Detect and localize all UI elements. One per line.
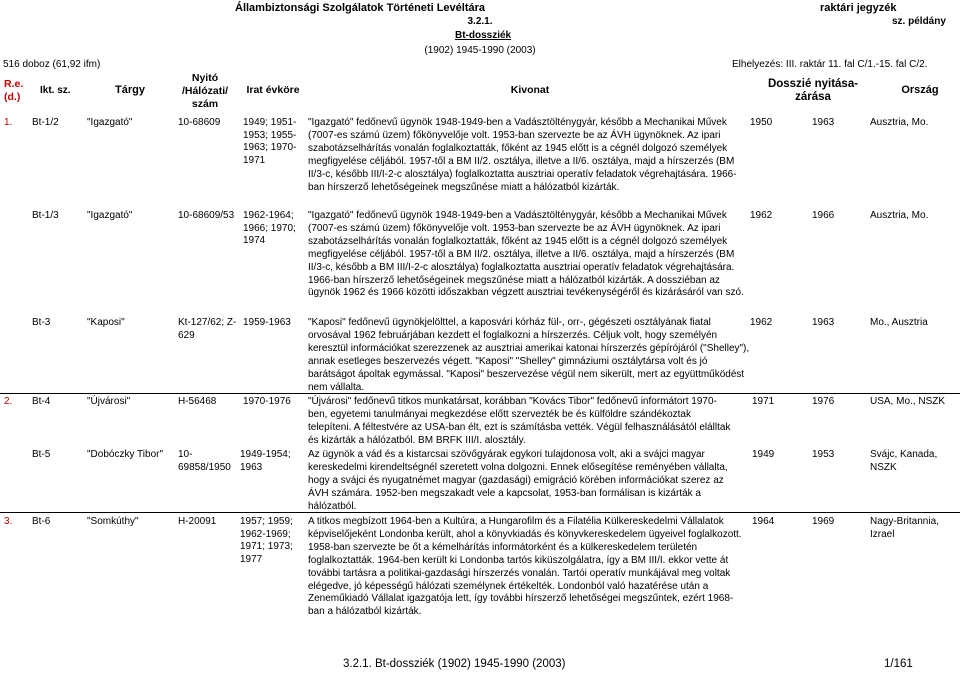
row-1-zaras: 1963 (812, 117, 835, 128)
row-5-kivonat: Az ügynök a vád és a kistarcsai szövőgyárak egykori tulajdonosa volt, aki a svájci magyar kereskedelmi kirendeltségnél szeretett volna dolgozni. Ennek elősegítése reményében vállalta, hogy a svájci és nyugatnémet magyar (gazdasági) emigráció körében információkat szerez az ÁVH számára. 1952-ben megszakadt vele a kapcsolat, 1953-ban formálisan is kizárták a hálózatból. (308, 449, 728, 512)
row-4-ikt: Bt-4 (32, 396, 51, 407)
row-2-nyitas: 1962 (750, 210, 773, 221)
row-6-irat: 1957; 1959; 1962-1969; 1971; 1973; 1977 (240, 516, 293, 565)
row-2-irat: 1962-1964; 1966; 1970; 1974 (243, 210, 296, 246)
row-1-targy: "Igazgató" (87, 117, 133, 128)
row-6-nyitas: 1964 (752, 516, 775, 527)
row-3-ikt: Bt-3 (32, 317, 51, 328)
col-header-nyito: Nyitó /Hálózati/ szám (181, 72, 229, 110)
col-header-targy: Tárgy (115, 84, 145, 96)
storage-location: Elhelyezés: III. raktár 11. fal C/1.-15. fal C/2. (732, 59, 928, 70)
box-count: 516 doboz (61,92 ifm) (3, 59, 101, 70)
row-4-nyito: H-56468 (178, 396, 217, 407)
row-4-targy: "Újvárosi" (87, 396, 131, 407)
row-2-zaras: 1966 (812, 210, 835, 221)
row-4-kivonat: "Újvárosi" fedőnevű titkos munkatársat, korábban "Kovács Tibor" fedőnevű informátort 1970-ben, egyetemi tanulmányai megkezdése előtt szervezték be és külföldre szándékoztak telepíteni. A féltestvére az USA-ban élt, ezt is számításba vették. Végül felhasználásától elálltak és kizárták a hálózatból. BM BRFK III/I. alosztály. (308, 396, 731, 446)
date-range: (1902) 1945-1990 (2003) (424, 45, 536, 56)
row-5-nyitas: 1949 (752, 449, 775, 460)
row-2-kivonat: "Igazgató" fedőnevű ügynök 1948-1949-ben a Vadásztölténygyár, később a Mechanikai Művek (7007-es számú üzem) főkönyvelője volt. 1953-ban szervezte be az ÁVH ügynöknek. Az ipari szabotázselhárítás vonalán foglalkoztatták, főként az 1945 előtt is a cégnél dolgozó személyek megfigyelése céljából. 1957-től a BM II/2. osztálya, illetve a II/6. osztálya, majd a hírszerzés (BM II/3-c, később a BM III/I-2-c alosztálya) foglalkoztatta ausztriai operatív feladatok végrehajtására. 1966-ban hírszerző lehetőségeinek megszűnése miatt a hálózatból kizárták. A dossziéban az ügynök 1962 és 1966 közötti időszakban végzett ausztriai tevékenységéről és kizárásáról van szó. (308, 210, 744, 299)
row-1-re: 1. (4, 117, 13, 128)
row-3-orszag: Mo., Ausztria (870, 317, 928, 328)
row-6-ikt: Bt-6 (32, 516, 51, 527)
row-separator-1 (0, 393, 960, 394)
row-2-ikt: Bt-1/3 (32, 210, 59, 221)
row-5-targy: "Dobóczky Tibor" (87, 449, 164, 460)
col-header-irat: Irat évköre (246, 84, 300, 96)
page-number: 1/161 (884, 658, 913, 670)
copy-label: sz. példány (892, 16, 946, 27)
col-header-re: R.e. (d.) (4, 78, 24, 103)
row-3-nyitas: 1962 (750, 317, 773, 328)
inventory-label: raktári jegyzék (820, 2, 897, 14)
row-4-re: 2. (4, 396, 13, 407)
row-1-ikt: Bt-1/2 (32, 117, 59, 128)
row-1-nyito: 10-68609 (178, 117, 221, 128)
row-2-nyito: 10-68609/53 (178, 210, 235, 221)
row-1-kivonat: "Igazgató" fedőnevű ügynök 1948-1949-ben a Vadásztölténygyár, később a Mechanikai Művek (7007-es számú üzem) főkönyvelője volt. 1953-ban szervezte be az ÁVH ügynöknek. Az ipari szabotázselhárítás vonalán foglalkoztatták, főként az 1945 előtt is a cégnél dolgozó személyek megfigyelése céljából. 1957-től a BM II/2. osztálya, illetve a II/6. osztálya, majd a hírszerzés (BM II/3-c, később III/I-2-c alosztálya) foglalkoztatta ausztriai operatív feladatok végrehajtására. 1966-ban hírszerző lehetőségeinek megszűnése miatt a hálózatból kizárták. (308, 117, 737, 193)
row-5-irat: 1949-1954; 1963 (240, 449, 291, 473)
row-6-nyito: H-20091 (178, 516, 217, 527)
col-header-kivonat: Kivonat (510, 84, 550, 96)
row-6-zaras: 1969 (812, 516, 835, 527)
row-3-nyito: Kt-127/62; Z-629 (178, 317, 237, 341)
row-6-orszag: Nagy-Britannia, Izrael (870, 516, 939, 540)
row-5-ikt: Bt-5 (32, 449, 51, 460)
row-5-zaras: 1953 (812, 449, 835, 460)
row-2-targy: "Igazgató" (87, 210, 133, 221)
row-6-targy: "Somkúthy" (87, 516, 139, 527)
section-number: 3.2.1. (467, 16, 493, 27)
row-6-kivonat: A titkos megbízott 1964-ben a Kultúra, a Hungarofilm és a Filatélia Külkereskedelmi Vállalatok képviselőjeként Londonba került, ahol a könyvkiadás és könyvkereskedelem ügyeivel foglalkozott. 1958-ban szervezte be őt a kémelhárítás informátorként és a külkereskedelem területén foglalkoztatták. 1964-ben került ki Londonba tartós kiküszolgálatra, így a BM III/I. ekkor vette át további tartásra a politikai-gazdasági hírszerzés vonalán. Tartói operatív munkájával meg voltak elégedve, jó képességű hálózati személynek értékelték. Londonból való hazatérése után a Zeneműkiadó Vállalat igazgatója lett, így további hírszerző lehetőségei megszűntek, ezért 1968-ban a hálózatból kizárták. (308, 516, 742, 618)
row-5-nyito: 10-69858/1950 (178, 449, 231, 473)
row-5-orszag: Svájc, Kanada, NSZK (870, 449, 938, 473)
col-header-orszag: Ország (901, 84, 939, 96)
archive-title: Állambiztonsági Szolgálatok Történeti Levéltára (235, 2, 485, 14)
row-1-irat: 1949; 1951-1953; 1955-1963; 1970-1971 (243, 117, 297, 166)
row-4-irat: 1970-1976 (243, 396, 291, 407)
row-1-orszag: Ausztria, Mo. (870, 117, 929, 128)
row-2-orszag: Ausztria, Mo. (870, 210, 929, 221)
row-3-irat: 1959-1963 (243, 317, 291, 328)
row-separator-2 (0, 512, 960, 513)
row-4-nyitas: 1971 (752, 396, 775, 407)
row-3-kivonat: "Kaposi" fedőnevű ügynökjelölttel, a kaposvári kórház fül-, orr-, gégészeti osztályának fiatal orvosával 1962 februárjában kezdett el foglalkozni a hírszerzés. Céljuk volt, hogy személyén keresztül információkat szerezzenek az ausztriai amerikai katonai hírszerzés gépírójáról ("Shelley"), annak esetleges beszervezés végett. "Kaposi" "Shelley" gimnáziumi osztálytársa volt és jó barátságot ápoltak egymással. "Kaposi" beszervezése végül nem sikerült, mert az együttműködést nem vállalta. (308, 317, 750, 393)
row-6-re: 3. (4, 516, 13, 527)
col-header-dosszie: Dosszié nyitása-zárása (767, 78, 859, 103)
row-4-zaras: 1976 (812, 396, 835, 407)
row-1-nyitas: 1950 (750, 117, 773, 128)
col-header-ikt: Ikt. sz. (40, 85, 71, 96)
section-name: Bt-dossziék (455, 30, 512, 41)
row-3-targy: "Kaposi" (87, 317, 125, 328)
footer-title: 3.2.1. Bt-dossziék (1902) 1945-1990 (2003) (343, 658, 566, 670)
row-4-orszag: USA, Mo., NSZK (870, 396, 946, 407)
row-3-zaras: 1963 (812, 317, 835, 328)
